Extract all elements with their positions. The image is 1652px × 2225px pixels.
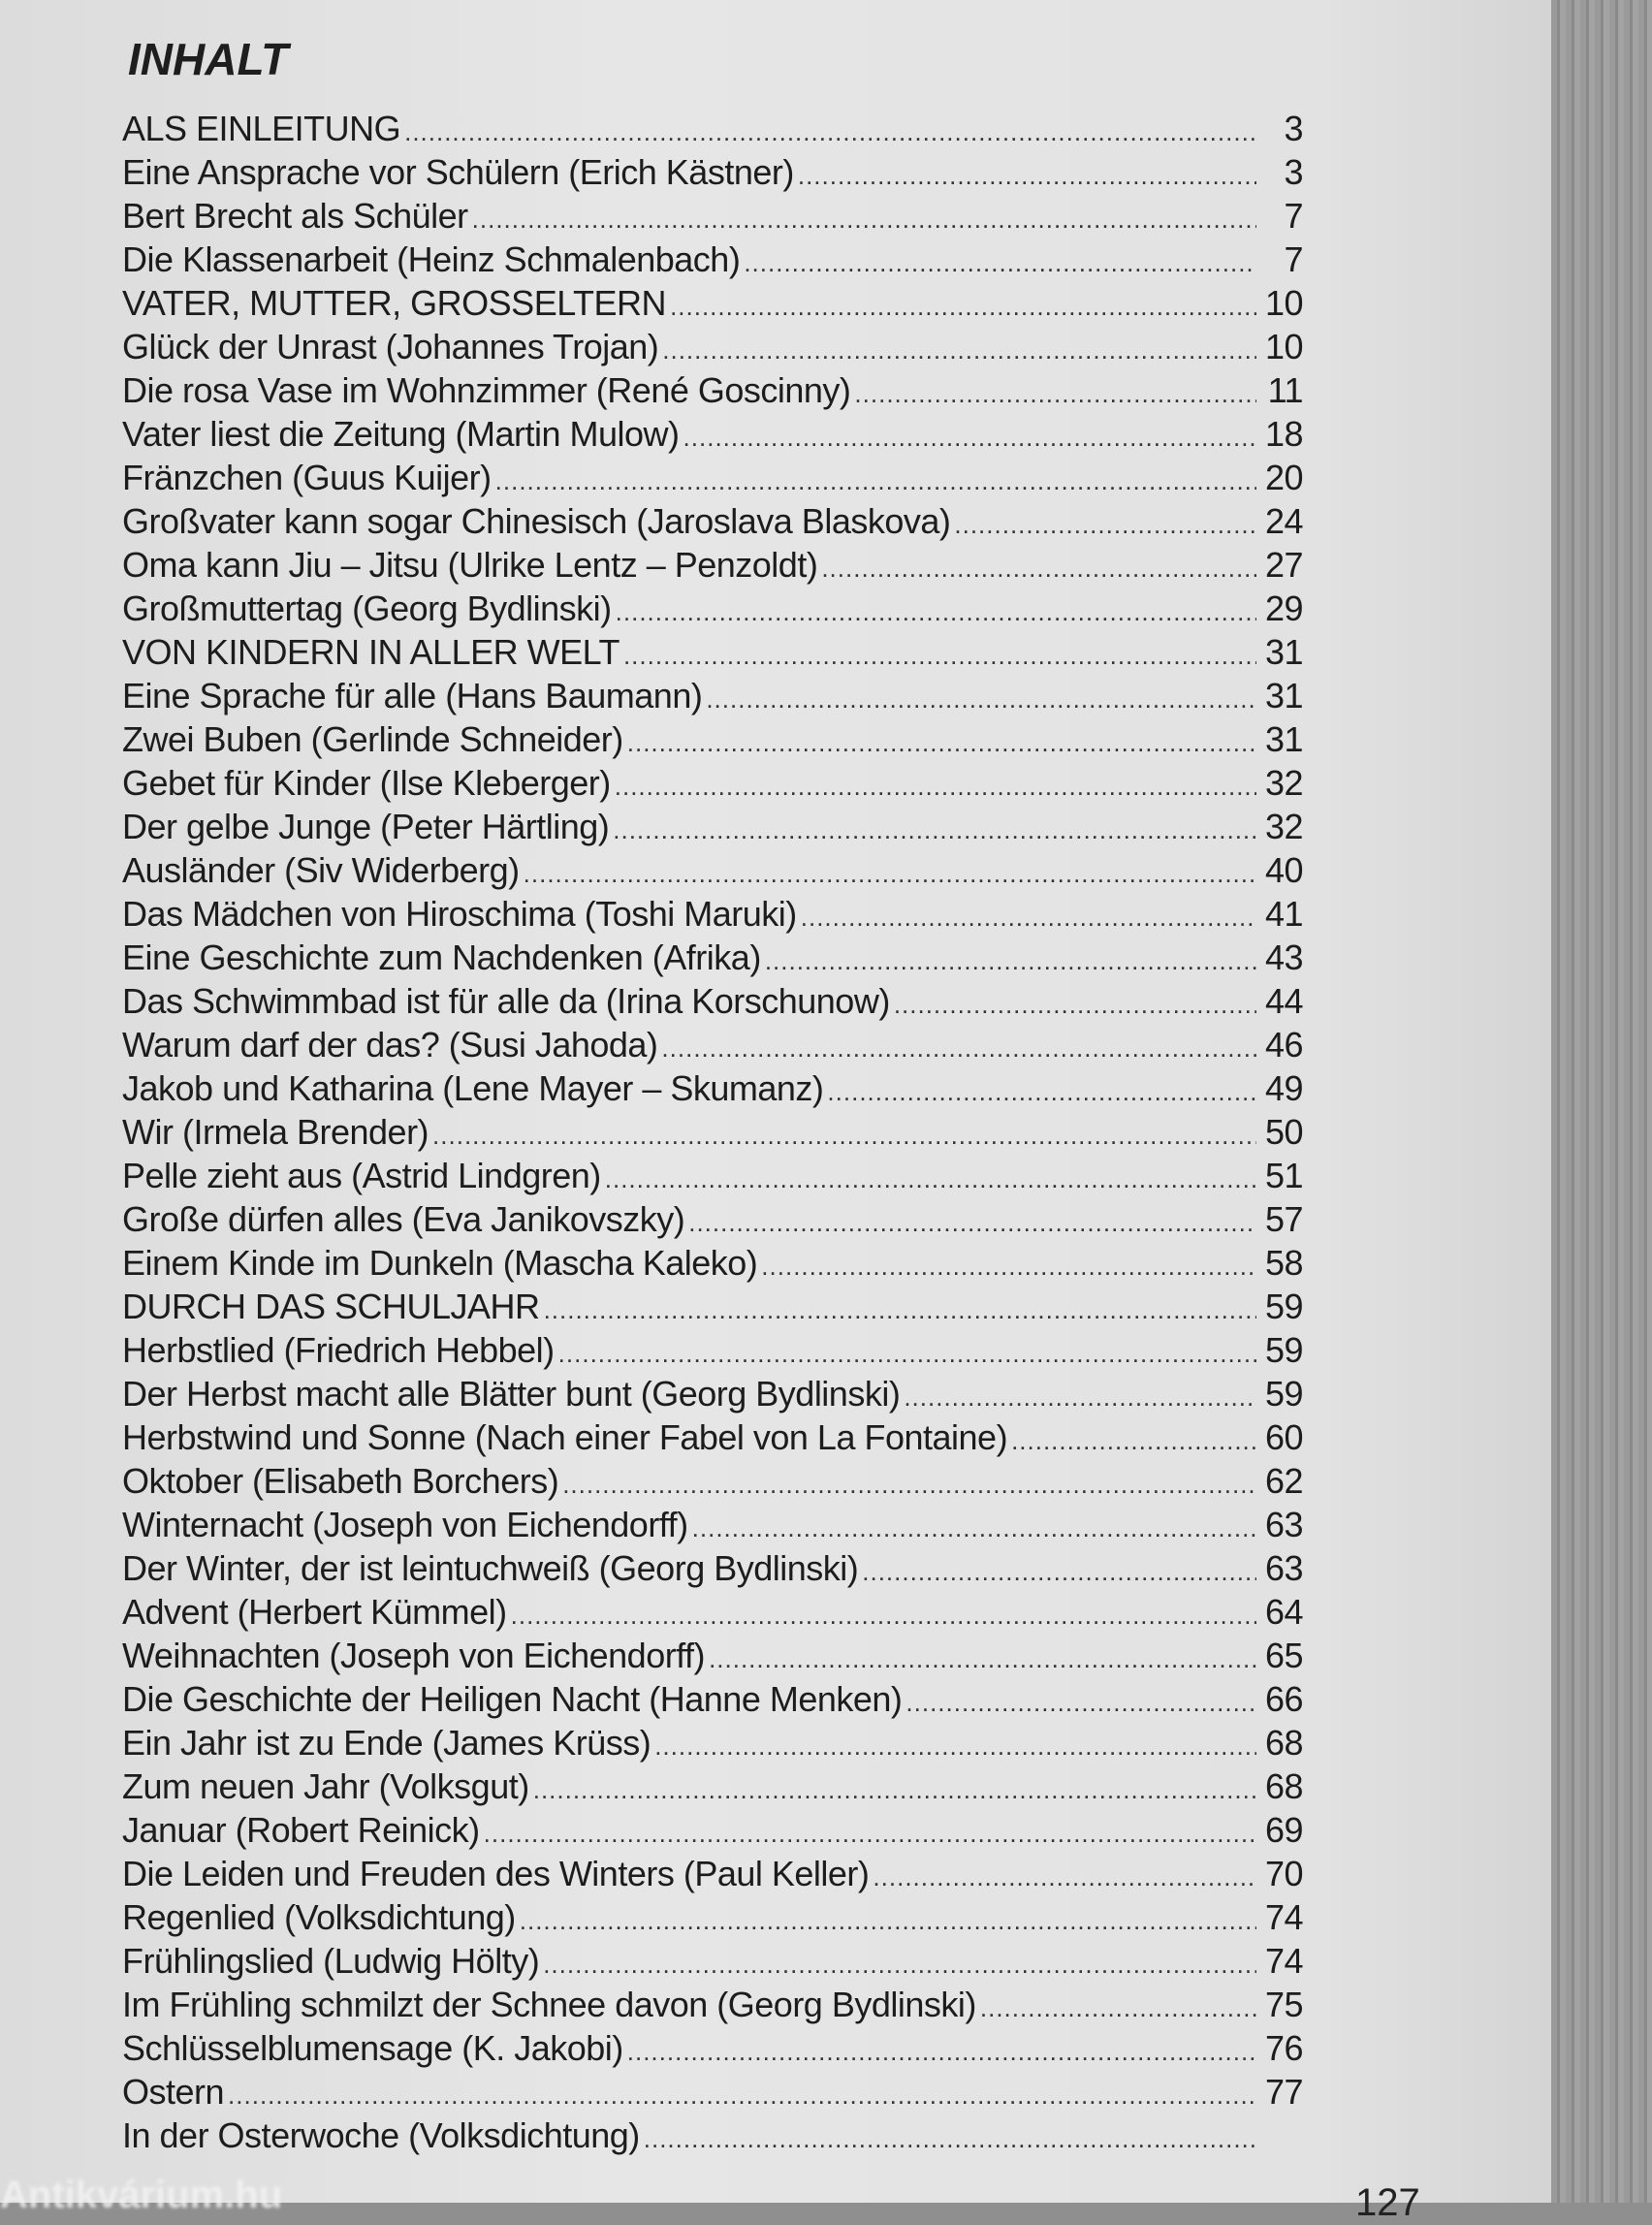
toc-entry <box>122 1461 1303 1505</box>
watermark: Antikvárium.hu <box>0 2174 283 2216</box>
entry-title: Große dürfen alles (Eva Janikovszky) <box>122 1199 685 1239</box>
toc-entry <box>122 414 1303 458</box>
entry-title: Der Herbst macht alle Blätter bunt (Georg Bydlinski) <box>122 1374 901 1414</box>
entry-title: Fränzchen (Guus Kuijer) <box>122 458 492 497</box>
entry-page: 10 <box>1264 283 1303 323</box>
entry-page: 63 <box>1264 1505 1303 1544</box>
entry-page: 31 <box>1264 632 1303 672</box>
toc-entry <box>122 1243 1303 1287</box>
dot-leader <box>533 1775 1256 1805</box>
entry-title: Frühlingslied (Ludwig Hölty) <box>122 1941 540 1981</box>
toc-entry <box>122 1810 1303 1854</box>
toc-entry <box>122 1854 1303 1897</box>
entry-page: 63 <box>1264 1548 1303 1588</box>
entry-title: Herbstwind und Sonne (Nach einer Fabel von La Fontaine) <box>122 1417 1008 1457</box>
entry-page: 29 <box>1264 588 1303 628</box>
toc-entry <box>122 1287 1303 1330</box>
toc-entry <box>122 1548 1303 1592</box>
dot-leader <box>605 1164 1256 1194</box>
entry-page: 11 <box>1267 370 1303 410</box>
entry-title: ALS EINLEITUNG <box>122 109 401 148</box>
entry-title: Wir (Irmela Brender) <box>122 1112 429 1152</box>
entry-title: Eine Geschichte zum Nachdenken (Afrika) <box>122 938 761 977</box>
toc-entry <box>122 719 1303 763</box>
entry-title: Ausländer (Siv Widerberg) <box>122 850 520 890</box>
table-of-contents <box>122 109 1303 2159</box>
toc-entry <box>122 327 1303 370</box>
dot-leader <box>613 815 1256 845</box>
entry-page: 31 <box>1264 676 1303 715</box>
entry-page: 68 <box>1264 1766 1303 1806</box>
toc-entry <box>122 545 1303 588</box>
entry-page: 31 <box>1264 719 1303 759</box>
entry-page: 18 <box>1264 414 1303 454</box>
toc-entry <box>122 1766 1303 1810</box>
entry-title: Das Mädchen von Hiroschima (Toshi Maruki) <box>122 894 797 934</box>
entry-page: 40 <box>1264 850 1303 890</box>
dot-leader <box>709 1644 1256 1674</box>
entry-title: Eine Ansprache vor Schülern (Erich Kästner) <box>122 152 794 192</box>
dot-leader <box>543 1950 1256 1980</box>
entry-title: Eine Sprache für alle (Hans Baumann) <box>122 676 703 715</box>
entry-page: 62 <box>1264 1461 1303 1501</box>
toc-entry <box>122 850 1303 894</box>
toc-entry <box>122 763 1303 807</box>
entry-page: 74 <box>1264 1941 1303 1981</box>
dot-leader <box>670 292 1256 322</box>
entry-title: Der Winter, der ist leintuchweiß (Georg Bydlinski) <box>122 1548 859 1588</box>
entry-page: 60 <box>1264 1417 1303 1457</box>
entry-page: 27 <box>1264 545 1303 585</box>
entry-page: 75 <box>1264 1985 1303 2024</box>
entry-title: Ostern <box>122 2072 225 2112</box>
entry-page: 20 <box>1264 458 1303 497</box>
entry-title: Die Leiden und Freuden des Winters (Paul Keller) <box>122 1854 870 1893</box>
entry-title: Zum neuen Jahr (Volksgut) <box>122 1766 529 1806</box>
toc-entry <box>122 1723 1303 1766</box>
wooden-background <box>1551 0 1652 2203</box>
toc-entry <box>122 1505 1303 1548</box>
toc-entry <box>122 894 1303 938</box>
toc-entry <box>122 1025 1303 1068</box>
toc-entry <box>122 1592 1303 1636</box>
dot-leader <box>524 859 1256 889</box>
dot-leader <box>644 2124 1256 2154</box>
entry-page: 69 <box>1264 1810 1303 1850</box>
toc-entry <box>122 676 1303 719</box>
entry-title: Zwei Buben (Gerlinde Schneider) <box>122 719 623 759</box>
toc-entry <box>122 807 1303 850</box>
dot-leader <box>801 903 1256 933</box>
dot-leader <box>623 641 1256 671</box>
dot-leader <box>432 1121 1256 1151</box>
dot-leader <box>798 161 1256 191</box>
entry-title: Die Geschichte der Heiligen Nacht (Hanne Menken) <box>122 1679 903 1719</box>
dot-leader <box>954 510 1256 540</box>
toc-entry <box>122 1897 1303 1941</box>
toc-entry <box>122 1679 1303 1723</box>
entry-page: 49 <box>1264 1068 1303 1108</box>
dot-leader <box>862 1557 1256 1587</box>
entry-page: 59 <box>1264 1330 1303 1370</box>
entry-title: Herbstlied (Friedrich Hebbel) <box>122 1330 555 1370</box>
entry-title: Großvater kann sogar Chinesisch (Jaroslava Blaskova) <box>122 501 951 541</box>
entry-title: Schlüsselblumensage (K. Jakobi) <box>122 2028 623 2068</box>
dot-leader <box>821 554 1256 584</box>
toc-entry <box>122 152 1303 196</box>
entry-title: Großmuttertag (Georg Bydlinski) <box>122 588 612 628</box>
entry-title: Advent (Herbert Kümmel) <box>122 1592 507 1632</box>
toc-entry <box>122 283 1303 327</box>
toc-entry <box>122 1374 1303 1417</box>
entry-title: Winternacht (Joseph von Eichendorff) <box>122 1505 688 1544</box>
dot-leader <box>761 1252 1256 1282</box>
entry-title: Bert Brecht als Schüler <box>122 196 468 236</box>
entry-title: Jakob und Katharina (Lene Mayer – Skumanz) <box>122 1068 824 1108</box>
toc-entry <box>122 458 1303 501</box>
entry-page: 59 <box>1264 1374 1303 1414</box>
toc-entry <box>122 2115 1303 2159</box>
entry-title: DURCH DAS SCHULJAHR <box>122 1287 540 1326</box>
dot-leader <box>615 772 1256 802</box>
entry-title: Die rosa Vase im Wohnzimmer (René Goscinny) <box>122 370 851 410</box>
entry-title: Einem Kinde im Dunkeln (Mascha Kaleko) <box>122 1243 758 1283</box>
entry-page: 50 <box>1264 1112 1303 1152</box>
toc-entry <box>122 938 1303 981</box>
toc-entry <box>122 1199 1303 1243</box>
toc-entry <box>122 1156 1303 1199</box>
dot-leader <box>980 1993 1256 2023</box>
dot-leader <box>472 205 1256 235</box>
entry-page: 3 <box>1284 152 1303 192</box>
entry-title: Regenlied (Volksdichtung) <box>122 1897 516 1937</box>
entry-title: Ein Jahr ist zu Ende (James Krüss) <box>122 1723 651 1763</box>
entry-title: Oma kann Jiu – Jitsu (Ulrike Lentz – Penzoldt) <box>122 545 818 585</box>
entry-page: 10 <box>1264 327 1303 366</box>
page-number: 127 <box>1355 2181 1420 2224</box>
entry-page: 74 <box>1264 1897 1303 1937</box>
entry-page: 43 <box>1264 938 1303 977</box>
toc-entry <box>122 588 1303 632</box>
dot-leader <box>688 1208 1256 1238</box>
entry-title: Weihnachten (Joseph von Eichendorff) <box>122 1636 706 1675</box>
entry-page: 65 <box>1264 1636 1303 1675</box>
dot-leader <box>495 466 1256 496</box>
toc-entry <box>122 1941 1303 1985</box>
entry-page: 76 <box>1264 2028 1303 2068</box>
entry-title: Das Schwimmbad ist für alle da (Irina Korschunow) <box>122 981 890 1021</box>
dot-leader <box>511 1601 1256 1631</box>
dot-leader <box>873 1862 1256 1892</box>
dot-leader <box>558 1339 1256 1369</box>
dot-leader <box>520 1906 1256 1936</box>
toc-entry <box>122 1985 1303 2028</box>
toc-entry <box>122 1068 1303 1112</box>
dot-leader <box>1011 1426 1256 1456</box>
dot-leader <box>692 1513 1256 1543</box>
toc-entry <box>122 632 1303 676</box>
toc-entry <box>122 1330 1303 1374</box>
entry-page: 59 <box>1264 1287 1303 1326</box>
entry-page: 51 <box>1264 1156 1303 1195</box>
entry-page: 57 <box>1264 1199 1303 1239</box>
toc-entry <box>122 1636 1303 1679</box>
dot-leader <box>854 379 1256 409</box>
dot-leader <box>905 1688 1256 1718</box>
page-title: INHALT <box>128 34 289 84</box>
dot-leader <box>544 1295 1256 1325</box>
toc-entry <box>122 1417 1303 1461</box>
toc-entry <box>122 239 1303 283</box>
dot-leader <box>904 1383 1256 1413</box>
dot-leader <box>765 946 1256 976</box>
entry-page: 58 <box>1264 1243 1303 1283</box>
toc-entry <box>122 981 1303 1025</box>
dot-leader <box>662 335 1256 366</box>
dot-leader <box>894 990 1256 1020</box>
toc-entry <box>122 2072 1303 2115</box>
entry-title: Der gelbe Junge (Peter Härtling) <box>122 807 610 846</box>
entry-title: Glück der Unrast (Johannes Trojan) <box>122 327 659 366</box>
entry-title: Oktober (Elisabeth Borchers) <box>122 1461 559 1501</box>
entry-page: 64 <box>1264 1592 1303 1632</box>
dot-leader <box>744 248 1256 278</box>
entry-page: 77 <box>1264 2072 1303 2112</box>
entry-page: 44 <box>1264 981 1303 1021</box>
entry-title: Die Klassenarbeit (Heinz Schmalenbach) <box>122 239 741 279</box>
dot-leader <box>683 423 1256 453</box>
entry-title: VATER, MUTTER, GROSSELTERN <box>122 283 667 323</box>
dot-leader <box>562 1470 1256 1500</box>
entry-title: Gebet für Kinder (Ilse Kleberger) <box>122 763 611 803</box>
dot-leader <box>616 597 1256 627</box>
entry-page: 3 <box>1284 109 1303 148</box>
entry-page: 7 <box>1284 239 1303 279</box>
dot-leader <box>627 728 1256 758</box>
entry-page: 46 <box>1264 1025 1303 1065</box>
entry-page: 68 <box>1264 1723 1303 1763</box>
toc-entry <box>122 501 1303 545</box>
entry-page: 32 <box>1264 807 1303 846</box>
entry-title: Warum darf der das? (Susi Jahoda) <box>122 1025 658 1065</box>
dot-leader <box>404 117 1256 147</box>
entry-title: Im Frühling schmilzt der Schnee davon (Georg Bydlinski) <box>122 1985 976 2024</box>
entry-title: Januar (Robert Reinick) <box>122 1810 480 1850</box>
toc-entry <box>122 2028 1303 2072</box>
dot-leader <box>484 1819 1256 1849</box>
dot-leader <box>654 1732 1256 1762</box>
dot-leader <box>706 684 1256 715</box>
entry-page: 66 <box>1264 1679 1303 1719</box>
toc-entry <box>122 1112 1303 1156</box>
entry-page: 70 <box>1264 1854 1303 1893</box>
dot-leader <box>827 1077 1256 1107</box>
entry-title: In der Osterwoche (Volksdichtung) <box>122 2115 640 2155</box>
dot-leader <box>627 2037 1256 2067</box>
entry-page: 41 <box>1264 894 1303 934</box>
toc-entry <box>122 196 1303 239</box>
entry-title: Pelle zieht aus (Astrid Lindgren) <box>122 1156 601 1195</box>
toc-entry <box>122 109 1303 152</box>
entry-page: 32 <box>1264 763 1303 803</box>
entry-page: 24 <box>1264 501 1303 541</box>
toc-entry <box>122 370 1303 414</box>
dot-leader <box>661 1033 1256 1064</box>
entry-title: Vater liest die Zeitung (Martin Mulow) <box>122 414 680 454</box>
entry-title: VON KINDERN IN ALLER WELT <box>122 632 620 672</box>
entry-page: 7 <box>1284 196 1303 236</box>
dot-leader <box>228 2081 1256 2111</box>
